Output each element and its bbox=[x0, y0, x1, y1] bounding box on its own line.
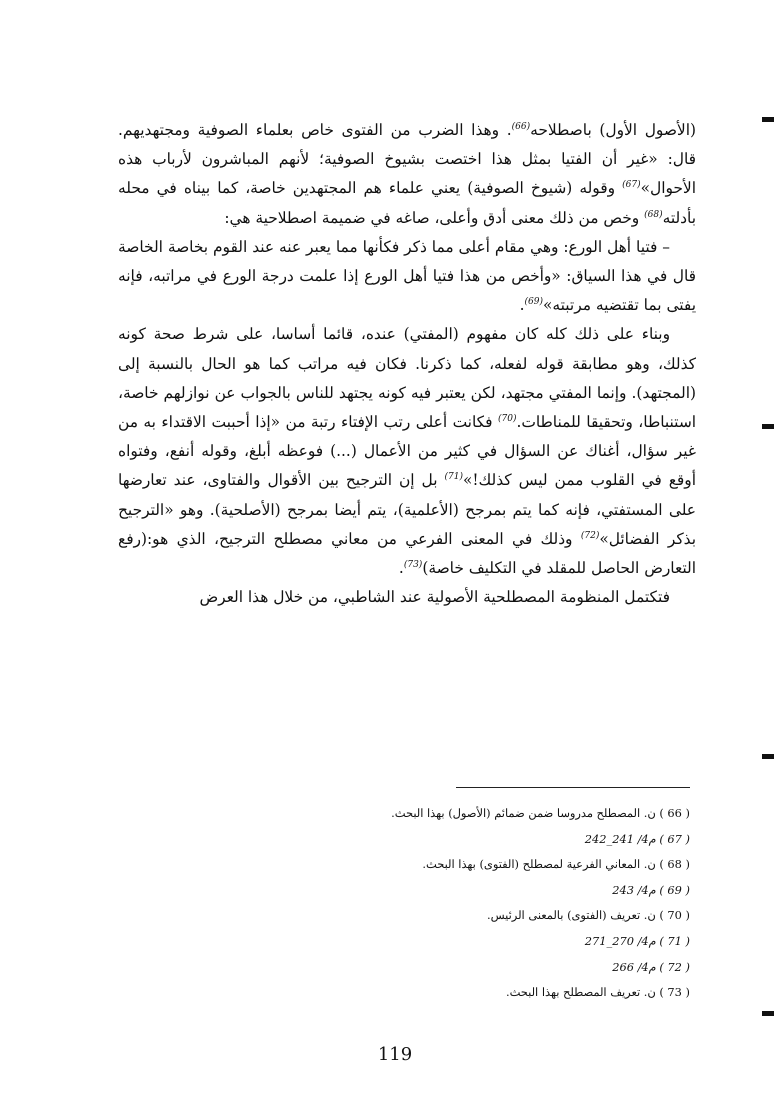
paragraph: فتكتمل المنظومة المصطلحية الأصولية عند الشاطبي، من خلال هذا العرض bbox=[199, 588, 670, 607]
page-edge-mark bbox=[762, 117, 774, 122]
paragraph: – فتيا أهل الورع: وهي مقام أعلى مما ذكر فكأنها مما يعبر عنه عند القوم بخاصة الخاصة قال في هذا السياق: «وأخص من هذا فتيا أهل الورع إذا علمت درجة الورع في مراتبه، فإنه يفتى بما تقتضيه مرتبته»$^{(69)}$. bbox=[118, 237, 696, 315]
footnote-reference: (69) bbox=[524, 297, 543, 308]
footnote-reference: (72) bbox=[580, 530, 600, 541]
main-text bbox=[118, 116, 696, 612]
footnote: ( 71 ) م4/ 270_271 bbox=[584, 933, 690, 948]
page-edge-mark bbox=[762, 424, 774, 429]
footnote: ( 67 ) م4/ 241_242 bbox=[584, 831, 690, 846]
page-edge-mark bbox=[762, 1011, 774, 1016]
footnote: ( 68 ) ن. المعاني الفرعية لمصطلح (الفتوى) بهذا البحث. bbox=[422, 857, 690, 872]
footnote-reference: (68) bbox=[644, 209, 663, 220]
footnote-reference: (73) bbox=[403, 559, 423, 570]
footnote-reference: (66) bbox=[511, 121, 531, 132]
footnotes bbox=[300, 801, 690, 1006]
footnote-reference: (71) bbox=[444, 472, 463, 483]
page-number: 119 bbox=[377, 1044, 413, 1065]
footnote: ( 69 ) م4/ 243 bbox=[612, 882, 690, 897]
footnote: ( 73 ) ن. تعريف المصطلح بهذا البحث. bbox=[505, 985, 690, 1000]
page-edge-mark bbox=[762, 754, 774, 759]
footnote: ( 66 ) ن. المصطلح مدروسا ضمن ضمائم (الأصول) بهذا البحث. bbox=[391, 806, 690, 820]
footnote-separator bbox=[456, 787, 690, 788]
footnote-reference: (70) bbox=[497, 413, 517, 424]
paragraph: (الأصول الأول) باصطلاحه$^{(66)}$. وهذا الضرب من الفتوى خاص بعلماء الصوفية ومجتهديهم. قال: «غير أن الفتيا بمثل هذا اختصت بشيوخ الصوفية؛ لأنهم المباشرون لأرباب هذه الأحوال»$^{(67)}$ وقوله (شيوخ الصوفية) يعني علماء هم المجتهدين خاصة، كما بيناه في محله بأدلته$^{(68)}$ وخص من ذلك معنى أدق وأعلى، صاغه في ضميمة اصطلاحية هي: bbox=[118, 121, 696, 227]
paragraph: وبناء على ذلك كله كان مفهوم (المفتي) عنده، قائما أساسا، على شرط صحة كونه كذلك، وهو مطابقة قوله لفعله، كما ذكرنا. فكان فيه مراتب كما هو الحال بالنسبة إلى (المجتهد). وإنما المفتي مجتهد، لكن يعتبر فيه كونه يجتهد للناس بالجواب عن نوازلهم خاصة، استنباطا، وتحقيقا للمناطات.$^{(70)}$ فكانت أعلى رتب الإفتاء رتبة من «إذا أحببت الاقتداء به من غير سؤال، أغناك عن السؤال في كثير من الأعمال (...) فوعظه أبلغ، وقوله أنفع، وفتواه أوقع في القلوب ممن ليس كذلك!»$^{(71)}$ بل إن الترجيح بين الأقوال والفتاوى، عند تعارضها على المستفتي، فإنه كما يتم بمرجح (الأعلمية)، يتم أيضا بمرجح (الأصلحية). وهو «الترجيح بذكر الفضائل»$^{(72)}$ وذلك في المعنى الفرعي من معاني مصطلح الترجيح، الذي هو:(رفع التعارض الحاصل للمقلد في التكليف خاصة)$^{(73)}$. bbox=[118, 325, 697, 578]
footnote-reference: (67) bbox=[622, 180, 641, 191]
footnote: ( 72 ) م4/ 266 bbox=[612, 959, 690, 974]
footnote: ( 70 ) ن. تعريف (الفتوى) بالمعنى الرئيس. bbox=[487, 908, 690, 923]
